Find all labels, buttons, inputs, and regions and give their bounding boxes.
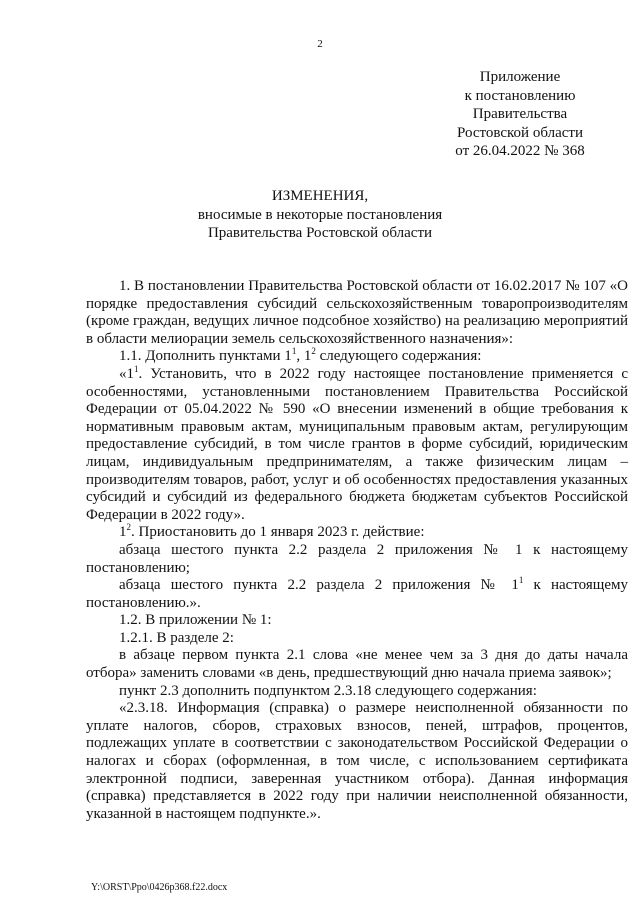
- document-body: [86, 278, 628, 823]
- paragraph: 1.2.1. В разделе 2:: [119, 629, 234, 646]
- appendix-line: Правительства: [472, 106, 568, 122]
- paragraph: 1.1. Дополнить пунктами $1^1$, $1^2$ следующего содержания:: [119, 346, 482, 365]
- paragraph: абзаца шестого пункта 2.2 раздела 2 приложения № $1^1$ к настоящему постановлению.».: [86, 575, 628, 611]
- appendix-line: Ростовской области: [457, 124, 583, 141]
- file-path-footer: Y:\ORST\Ppo\0426p368.f22.docx: [91, 882, 228, 893]
- document-title: [0, 187, 640, 243]
- paragraph: абзаца шестого пункта 2.2 раздела 2 приложения № 1 к настоящему постановлению;: [86, 541, 628, 576]
- page-number: 2: [317, 38, 323, 50]
- title-line: вносимые в некоторые постановления: [197, 206, 443, 223]
- appendix-line: от 26.04.2022 № 368: [455, 143, 585, 159]
- appendix-header: [450, 68, 590, 161]
- paragraph: пункт 2.3 дополнить подпунктом 2.3.18 следующего содержания:: [119, 682, 537, 699]
- paragraph: 1.2. В приложении № 1:: [119, 612, 272, 629]
- paragraph: «$1^1$. Установить, что в 2022 году настоящее постановление применяется с особенностями, установленными постановлением Правительства Российской Федерации от 05.04.2022 № 590 «О внесении изменений в общие требования к нормативным правовым актам, муниципальным правовым актам, регулирующим предоставление субсидий, в том числе грантов в форме субсидий, юридическим лицам, индивидуальным предпринимателям, а также физическим лицам – производителям товаров, работ, услуг и об особенностях предоставления указанных субсидий и субсидий из федерального бюджета бюджетам субъектов Российской Федерации в 2022 году».: [86, 363, 628, 523]
- title-line: Правительства Ростовской области: [207, 225, 433, 241]
- paragraph: «2.3.18. Информация (справка) о размере неисполненной обязанности по уплате налогов, сборов, страховых взносов, пеней, штрафов, процентов, подлежащих уплате в соответствии с законодательством Российской Федерации о налогах и сборах (оформленная, в том числе, с использованием сертификата электронной подписи, заверенная участником отбора). Данная информация (справка) представляется в 2022 году при наличии неисполненной обязанности, указанной в настоящем подпункте.».: [86, 700, 628, 822]
- paragraph: $1^2$. Приостановить до 1 января 2023 г. действие:: [119, 522, 425, 541]
- paragraph: 1. В постановлении Правительства Ростовской области от 16.02.2017 № 107 «О порядке предоставления субсидий сельскохозяйственным товаропроизводителям (кроме граждан, ведущих личное подсобное хозяйство) на реализацию мероприятий в области мелиорации земель сельскохозяйственного назначения»:: [86, 278, 628, 347]
- appendix-line: к постановлению: [464, 87, 576, 104]
- paragraph: в абзаце первом пункта 2.1 слова «не менее чем за 3 дня до даты начала отбора» заменить словами «в день, предшествующий дню начала приема заявок»;: [86, 647, 628, 682]
- appendix-line: Приложение: [479, 69, 561, 85]
- title-line: ИЗМЕНЕНИЯ,: [271, 188, 369, 204]
